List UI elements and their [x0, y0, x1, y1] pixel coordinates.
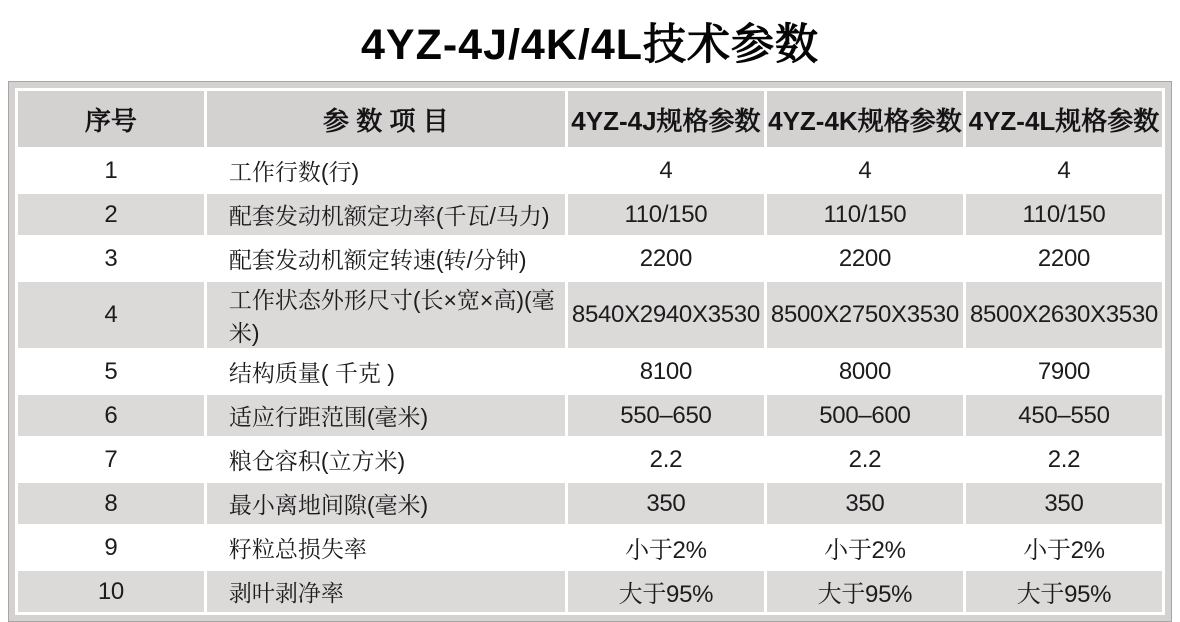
table-row	[18, 282, 1162, 348]
cell-param: 最小离地间隙(毫米)	[207, 483, 565, 524]
cell-4l: 8500X2630X3530	[966, 282, 1162, 348]
col-header-4yz-4k: 4YZ-4K规格参数	[767, 91, 963, 147]
cell-4k: 8500X2750X3530	[767, 282, 963, 348]
cell-param: 结构质量( 千克 )	[207, 351, 565, 392]
page-title: 4YZ-4J/4K/4L技术参数	[360, 21, 820, 69]
cell-no: 3	[18, 238, 204, 279]
col-header-4yz-4l: 4YZ-4L规格参数	[966, 91, 1162, 147]
col-header-no: 序号	[18, 91, 204, 147]
cell-4j: 小于2%	[568, 527, 764, 568]
cell-param: 配套发动机额定转速(转/分钟)	[207, 238, 565, 279]
cell-no: 2	[18, 194, 204, 235]
cell-no: 4	[18, 282, 204, 348]
cell-no: 8	[18, 483, 204, 524]
cell-4l: 小于2%	[966, 527, 1162, 568]
cell-4k: 大于95%	[767, 571, 963, 612]
cell-4j: 110/150	[568, 194, 764, 235]
cell-4k: 500–600	[767, 395, 963, 436]
cell-no: 5	[18, 351, 204, 392]
cell-param: 工作状态外形尺寸(长×宽×高)(毫米)	[207, 282, 565, 348]
table-row	[18, 395, 1162, 436]
cell-param: 粮仓容积(立方米)	[207, 439, 565, 480]
table-row	[18, 351, 1162, 392]
table-row	[18, 483, 1162, 524]
cell-param: 剥叶剥净率	[207, 571, 565, 612]
cell-4j: 2.2	[568, 439, 764, 480]
cell-no: 9	[18, 527, 204, 568]
cell-4k: 110/150	[767, 194, 963, 235]
parameters-table	[15, 88, 1165, 615]
cell-param: 配套发动机额定功率(千瓦/马力)	[207, 194, 565, 235]
cell-4j: 8100	[568, 351, 764, 392]
cell-no: 7	[18, 439, 204, 480]
table-header-row	[18, 91, 1162, 147]
table-row	[18, 238, 1162, 279]
cell-no: 6	[18, 395, 204, 436]
table-row	[18, 571, 1162, 612]
cell-4l: 350	[966, 483, 1162, 524]
cell-4j: 4	[568, 150, 764, 191]
cell-4k: 350	[767, 483, 963, 524]
cell-4j: 大于95%	[568, 571, 764, 612]
cell-param: 适应行距范围(毫米)	[207, 395, 565, 436]
cell-4k: 8000	[767, 351, 963, 392]
table-row	[18, 194, 1162, 235]
cell-4k: 2.2	[767, 439, 963, 480]
cell-4k: 小于2%	[767, 527, 963, 568]
cell-4j: 2200	[568, 238, 764, 279]
cell-no: 1	[18, 150, 204, 191]
table-row	[18, 150, 1162, 191]
cell-4k: 2200	[767, 238, 963, 279]
cell-4l: 2200	[966, 238, 1162, 279]
cell-4j: 550–650	[568, 395, 764, 436]
table-row	[18, 527, 1162, 568]
parameters-table-frame	[8, 81, 1172, 622]
cell-no: 10	[18, 571, 204, 612]
cell-4j: 350	[568, 483, 764, 524]
col-header-param: 参 数 项 目	[207, 91, 565, 147]
cell-4j: 8540X2940X3530	[568, 282, 764, 348]
cell-param: 籽粒总损失率	[207, 527, 565, 568]
cell-4l: 7900	[966, 351, 1162, 392]
cell-4l: 4	[966, 150, 1162, 191]
cell-4l: 110/150	[966, 194, 1162, 235]
cell-4l: 450–550	[966, 395, 1162, 436]
cell-4l: 2.2	[966, 439, 1162, 480]
cell-4k: 4	[767, 150, 963, 191]
cell-param: 工作行数(行)	[207, 150, 565, 191]
col-header-4yz-4j: 4YZ-4J规格参数	[568, 91, 764, 147]
table-row	[18, 439, 1162, 480]
cell-4l: 大于95%	[966, 571, 1162, 612]
